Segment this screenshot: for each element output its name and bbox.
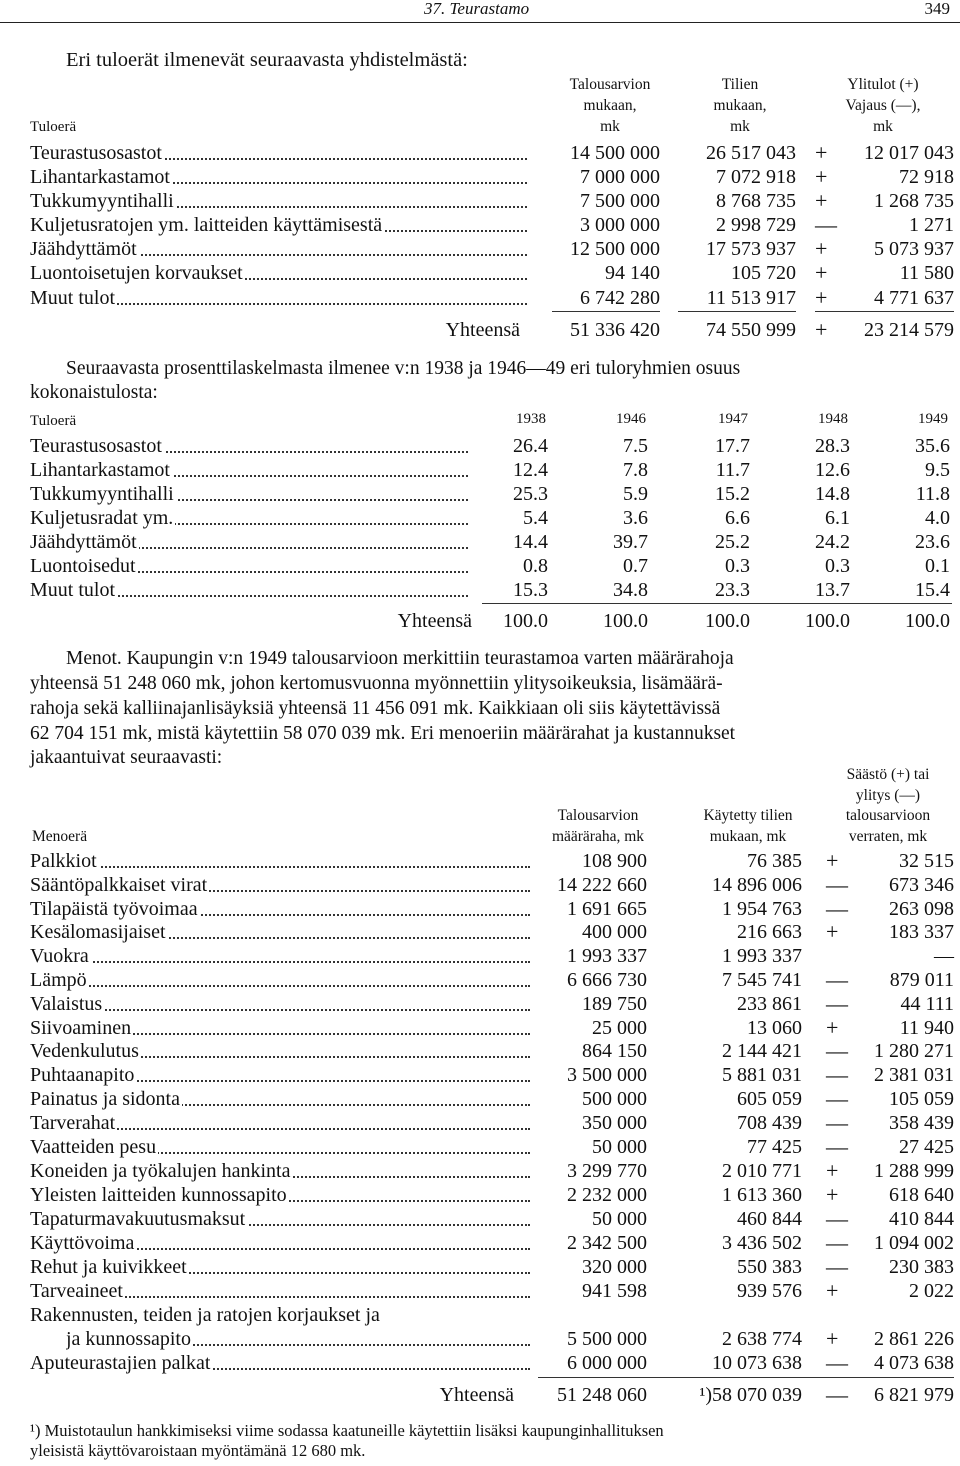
income-row-diff: 1 271 — [909, 214, 954, 236]
expenses-row-diff: 1 094 002 — [874, 1232, 954, 1254]
income-row-label — [30, 286, 527, 310]
income-row-label-text: Luontoisetujen korvaukset — [30, 262, 243, 284]
percent-row-value: 17.7 — [715, 435, 750, 457]
income-row-sign: + — [815, 140, 828, 165]
expenses-row-sign: — — [826, 1206, 848, 1231]
expenses-row-label-text: Rehut ja kuivikkeet — [30, 1256, 187, 1278]
income-row-sign: + — [815, 260, 828, 285]
percent-row-value: 25.2 — [715, 531, 750, 553]
percent-row-value: 0.1 — [925, 555, 950, 577]
income-row-actual: 8 768 735 — [716, 190, 796, 212]
expenses-row-used: 5 881 031 — [722, 1064, 802, 1086]
expenses-row-used: 13 060 — [747, 1017, 802, 1039]
expenses-row-label-text: Sääntöpalkkaiset virat — [30, 874, 208, 896]
percent-row-value: 6.6 — [725, 507, 750, 529]
expenses-row-label-text: Vaatteiden pesu — [30, 1136, 157, 1158]
income-row-actual: 11 513 917 — [706, 287, 796, 309]
income-row-budget: 7 000 000 — [580, 166, 660, 188]
expenses-last-used: 10 073 638 — [712, 1352, 802, 1374]
percent-row-label — [30, 530, 468, 554]
income-total-rule-3 — [815, 311, 954, 312]
income-row-label-text: Muut tulot — [30, 287, 116, 309]
income-row-diff: 1 268 735 — [874, 190, 954, 212]
expenses-row-label-text: Tarverahat — [30, 1112, 116, 1134]
expenses-row-used: 939 576 — [737, 1280, 802, 1302]
expenses-row-sign: — — [826, 1086, 848, 1111]
percent-row-value: 24.2 — [815, 531, 850, 553]
income-row-budget: 14 500 000 — [570, 142, 660, 164]
page-number: 349 — [924, 0, 950, 18]
percent-row-label — [30, 554, 468, 578]
percent-row-value: 13.7 — [815, 579, 850, 601]
expenses-total-label: Yhteensä — [439, 1384, 514, 1406]
percent-year-header: 1938 — [516, 411, 546, 427]
expenses-row-used: 605 059 — [737, 1088, 802, 1110]
expenses-row-label — [30, 1016, 530, 1040]
percent-row-value: 11.7 — [715, 459, 750, 481]
expenses-col1-header: määräraha, mk — [551, 828, 645, 845]
expenses-row-sign: — — [826, 1110, 848, 1135]
percent-row-value: 4.0 — [925, 507, 950, 529]
income-col-label: Tuloerä — [30, 119, 77, 135]
percent-row-value: 7.5 — [623, 435, 648, 457]
expenses-row-label — [30, 920, 530, 944]
expenses-row-budget: 500 000 — [582, 1088, 647, 1110]
percent-row-value: 39.7 — [613, 531, 648, 553]
percent-total-value: 100.0 — [805, 610, 850, 632]
expenses-row-budget: 350 000 — [582, 1112, 647, 1134]
expenses-row-budget: 3 299 770 — [567, 1160, 647, 1182]
expenses-row-diff: 32 515 — [899, 850, 954, 872]
percent-row-value: 34.8 — [613, 579, 648, 601]
expenses-row-budget: 50 000 — [592, 1136, 647, 1158]
percent-row-value: 35.6 — [915, 435, 950, 457]
percent-row-value: 0.8 — [523, 555, 548, 577]
percent-intro-line1: Seuraavasta prosenttilaskelmasta ilmenee v:n 1938 ja 1946—49 eri tuloryhmien osuus — [66, 358, 741, 379]
expenses-row-label — [30, 873, 530, 897]
percent-row-value: 0.3 — [725, 555, 750, 577]
percent-row-label — [30, 434, 468, 458]
percent-row-value: 0.3 — [825, 555, 850, 577]
expenses-row-sign: — — [826, 1062, 848, 1087]
expenses-row-used: 7 545 741 — [722, 969, 802, 991]
income-total-budget: 51 336 420 — [570, 319, 660, 341]
percent-total-value: 100.0 — [503, 610, 548, 632]
income-row-label — [30, 261, 527, 285]
expenses-para-line: 62 704 151 mk, mistä käytettiin 58 070 039 mk. Eri menoeriin määrärahat ja kustannukset — [30, 723, 736, 744]
percent-row-label-text: Luontoisedut — [30, 555, 136, 577]
expenses-row-budget: 6 666 730 — [567, 969, 647, 991]
expenses-row-used: 77 425 — [747, 1136, 802, 1158]
expenses-row-label-text: Koneiden ja työkalujen hankinta — [30, 1160, 291, 1182]
expenses-row-label-text: Tarveaineet — [30, 1280, 123, 1302]
percent-row-value: 9.5 — [925, 459, 950, 481]
expenses-row-label-text: Kesälomasijaiset — [30, 921, 166, 943]
expenses-row-used: 3 436 502 — [722, 1232, 802, 1254]
expenses-last-diff: 4 073 638 — [874, 1352, 954, 1374]
expenses-row-diff: 879 011 — [889, 969, 954, 991]
expenses-row-label-text: Lämpö — [30, 969, 87, 991]
expenses-col3-header: ylitys (—) — [855, 787, 921, 804]
expenses-row-label-text: Vedenkulutus — [30, 1040, 139, 1062]
expenses-row-used: 1 954 763 — [722, 898, 802, 920]
expenses-row-used: 216 663 — [737, 921, 802, 943]
expenses-row-label — [30, 1063, 530, 1087]
income-total-actual: 74 550 999 — [706, 319, 796, 341]
expenses-repair-budget: 5 500 000 — [567, 1328, 647, 1350]
percent-row-value: 25.3 — [513, 483, 548, 505]
expenses-row-label — [30, 1039, 530, 1063]
expenses-row-diff: 1 280 271 — [874, 1040, 954, 1062]
expenses-row-label-text: Yleisten laitteiden kunnossapito — [30, 1184, 287, 1206]
percent-row-value: 3.6 — [623, 507, 648, 529]
expenses-row-label — [30, 1207, 530, 1231]
expenses-last-label — [30, 1351, 530, 1375]
income-col1-header: mk — [600, 118, 620, 135]
expenses-row-sign: — — [826, 1230, 848, 1255]
expenses-row-used: 233 861 — [737, 993, 802, 1015]
income-row-label-text: Kuljetusratojen ym. laitteiden käyttämisestä — [30, 214, 383, 236]
income-row-sign: + — [815, 188, 828, 213]
expenses-last-sign: — — [826, 1350, 848, 1375]
expenses-row-label-text: Palkkiot — [30, 850, 97, 872]
percent-row-label-text: Muut tulot — [30, 579, 116, 601]
percent-row-value: 15.4 — [915, 579, 950, 601]
expenses-row-sign: — — [826, 896, 848, 921]
income-row-budget: 94 140 — [605, 262, 660, 284]
expenses-row-sign: — — [826, 1134, 848, 1159]
percent-row-value: 12.6 — [815, 459, 850, 481]
expenses-row-label-text: Tapaturmavakuutusmaksut — [30, 1208, 246, 1230]
expenses-row-diff: 410 844 — [889, 1208, 954, 1230]
expenses-para-line: jakaantuivat seuraavasti: — [30, 747, 223, 768]
footnote-line1: ¹) Muistotaulun hankkimiseksi viime sodassa kaatuneille käytettiin lisäksi kaupunginhallituksen — [30, 1421, 664, 1440]
expenses-row-budget: 50 000 — [592, 1208, 647, 1230]
percent-row-value: 15.2 — [715, 483, 750, 505]
expenses-row-budget: 14 222 660 — [557, 874, 647, 896]
percent-row-value: 28.3 — [815, 435, 850, 457]
percent-intro-line2: kokonaistulosta: — [30, 382, 158, 403]
income-col1-header: mukaan, — [583, 97, 637, 114]
percent-row-label-text: Lihantarkastamot — [30, 459, 170, 481]
expenses-col3-header: Säästö (+) tai — [846, 766, 930, 783]
income-row-label — [30, 237, 527, 261]
expenses-row-used: 460 844 — [737, 1208, 802, 1230]
percent-row-label — [30, 578, 468, 602]
expenses-total-used: ¹)58 070 039 — [699, 1384, 802, 1406]
income-row-diff: 11 580 — [899, 262, 954, 284]
expenses-para-line: yhteensä 51 248 060 mk, johon kertomusvuonna myönnettiin ylitysoikeuksia, lisämäärä- — [30, 673, 723, 694]
income-total-sign: + — [815, 317, 828, 342]
expenses-col2-header: Käytetty tilien — [703, 807, 793, 824]
expenses-col3-header: verraten, mk — [848, 828, 928, 845]
percent-total-rule — [482, 603, 952, 604]
expenses-row-label — [30, 1183, 530, 1207]
percent-year-header: 1947 — [718, 411, 748, 427]
income-row-actual: 105 720 — [731, 262, 796, 284]
expenses-repair-diff: 2 861 226 — [874, 1328, 954, 1350]
percent-row-label-text: Jäähdyttämöt — [30, 531, 137, 553]
percent-row-label-text: Teurastusosastot — [30, 435, 162, 457]
expenses-total-budget: 51 248 060 — [557, 1384, 647, 1406]
percent-row-value: 11.8 — [915, 483, 950, 505]
expenses-row-diff: 2 381 031 — [874, 1064, 954, 1086]
expenses-total-rule — [538, 1377, 954, 1378]
expenses-row-diff: 11 940 — [899, 1017, 954, 1039]
expenses-row-budget: 2 342 500 — [567, 1232, 647, 1254]
expenses-row-used: 2 010 771 — [722, 1160, 802, 1182]
income-row-diff: 4 771 637 — [874, 287, 954, 309]
expenses-row-label-text: Puhtaanapito — [30, 1064, 135, 1086]
expenses-last-label-text: Aputeurastajien palkat — [30, 1352, 211, 1374]
income-col3-header: Ylitulot (+) — [847, 76, 919, 93]
expenses-row-budget: 320 000 — [582, 1256, 647, 1278]
expenses-row-label — [30, 944, 530, 968]
page-header — [0, 0, 960, 23]
income-row-label-text: Tukkumyyntihalli — [30, 190, 174, 212]
income-col3-header: mk — [873, 118, 893, 135]
expenses-row-budget: 941 598 — [582, 1280, 647, 1302]
expenses-row-budget: 108 900 — [582, 850, 647, 872]
percent-col-label: Tuloerä — [30, 413, 77, 429]
income-row-label — [30, 189, 527, 213]
income-row-actual: 7 072 918 — [716, 166, 796, 188]
percent-total-label: Yhteensä — [397, 610, 472, 632]
expenses-row-budget: 1 993 337 — [567, 945, 647, 967]
income-row-diff: 72 918 — [899, 166, 954, 188]
percent-row-value: 23.6 — [915, 531, 950, 553]
expenses-row-used: 2 144 421 — [722, 1040, 802, 1062]
expenses-row-budget: 2 232 000 — [567, 1184, 647, 1206]
expenses-row-budget: 400 000 — [582, 921, 647, 943]
expenses-row-used: 1 993 337 — [722, 945, 802, 967]
income-row-label-text: Lihantarkastamot — [30, 166, 170, 188]
expenses-row-diff: 673 346 — [889, 874, 954, 896]
expenses-row-sign: — — [826, 1038, 848, 1063]
percent-row-label — [30, 458, 468, 482]
income-col1-header: Talousarvion — [569, 76, 651, 93]
expenses-row-diff: 105 059 — [889, 1088, 954, 1110]
percent-year-header: 1946 — [616, 411, 646, 427]
expenses-row-budget: 864 150 — [582, 1040, 647, 1062]
expenses-row-label-text: Valaistus — [30, 993, 103, 1015]
expenses-last-budget: 6 000 000 — [567, 1352, 647, 1374]
percent-row-label-text: Kuljetusradat ym. — [30, 507, 174, 529]
percent-row-value: 7.8 — [623, 459, 648, 481]
expenses-total-diff: 6 821 979 — [874, 1384, 954, 1406]
income-col2-header: mk — [730, 118, 750, 135]
expenses-row-label — [30, 968, 530, 992]
expenses-row-diff: 183 337 — [889, 921, 954, 943]
expenses-row-sign: + — [826, 1278, 839, 1303]
expenses-row-label-text: Painatus ja sidonta — [30, 1088, 180, 1110]
income-total-rule-2 — [678, 311, 796, 312]
expenses-row-sign: + — [826, 848, 839, 873]
percent-row-value: 23.3 — [715, 579, 750, 601]
expenses-row-label — [30, 849, 530, 873]
income-row-label-text: Teurastusosastot — [30, 142, 162, 164]
expenses-row-label — [30, 1159, 530, 1183]
expenses-row-label — [30, 1135, 530, 1159]
percent-year-header: 1949 — [918, 411, 948, 427]
expenses-row-label — [30, 1231, 530, 1255]
expenses-row-sign: + — [826, 1182, 839, 1207]
income-col2-header: Tilien — [721, 76, 759, 93]
expenses-row-budget: 25 000 — [592, 1017, 647, 1039]
percent-total-value: 100.0 — [905, 610, 950, 632]
expenses-repair-sign: + — [826, 1326, 839, 1351]
expenses-col1-header: Talousarvion — [557, 807, 639, 824]
expenses-row-sign: + — [826, 1158, 839, 1183]
expenses-col2-header: mukaan, mk — [709, 828, 787, 845]
income-col2-header: mukaan, — [713, 97, 767, 114]
income-row-budget: 7 500 000 — [580, 190, 660, 212]
expenses-row-sign: — — [826, 872, 848, 897]
income-row-diff: 5 073 937 — [874, 238, 954, 260]
percent-row-label — [30, 482, 468, 506]
expenses-repair-label — [66, 1327, 530, 1351]
income-row-budget: 3 000 000 — [580, 214, 660, 236]
expenses-repair-line1: Rakennusten, teiden ja ratojen korjaukset ja — [30, 1304, 380, 1326]
expenses-row-sign: — — [826, 967, 848, 992]
expenses-row-diff: 263 098 — [889, 898, 954, 920]
income-row-label — [30, 165, 527, 189]
expenses-row-sign: — — [826, 1254, 848, 1279]
expenses-col3-header: talousarvioon — [845, 807, 931, 824]
income-col3-header: Vajaus (—), — [845, 97, 921, 114]
income-row-actual: 17 573 937 — [706, 238, 796, 260]
income-row-budget: 12 500 000 — [570, 238, 660, 260]
income-intro: Eri tuloerät ilmenevät seuraavasta yhdistelmästä: — [66, 49, 468, 71]
expenses-row-label-text: Käyttövoima — [30, 1232, 135, 1254]
expenses-row-used: 550 383 — [737, 1256, 802, 1278]
expenses-row-budget: 1 691 665 — [567, 898, 647, 920]
percent-total-value: 100.0 — [705, 610, 750, 632]
percent-row-value: 15.3 — [513, 579, 548, 601]
income-row-actual: 26 517 043 — [706, 142, 796, 164]
expenses-row-used: 708 439 — [737, 1112, 802, 1134]
expenses-row-sign: + — [826, 1015, 839, 1040]
expenses-row-label — [30, 1111, 530, 1135]
expenses-row-diff: 358 439 — [889, 1112, 954, 1134]
income-total-rule-1 — [552, 311, 660, 312]
expenses-row-budget: 3 500 000 — [567, 1064, 647, 1086]
percent-row-value: 12.4 — [513, 459, 548, 481]
income-row-actual: 2 998 729 — [716, 214, 796, 236]
percent-total-value: 100.0 — [603, 610, 648, 632]
expenses-row-label — [30, 1255, 530, 1279]
income-row-sign: — — [815, 212, 837, 237]
expenses-row-diff: — — [934, 945, 954, 967]
income-row-label — [30, 141, 527, 165]
percent-row-value: 26.4 — [513, 435, 548, 457]
income-row-sign: + — [815, 285, 828, 310]
percent-row-value: 5.4 — [523, 507, 548, 529]
income-row-label-text: Jäähdyttämöt — [30, 238, 137, 260]
expenses-row-sign: + — [826, 919, 839, 944]
expenses-total-sign: — — [826, 1382, 848, 1407]
expenses-row-diff: 27 425 — [899, 1136, 954, 1158]
expenses-row-used: 14 896 006 — [712, 874, 802, 896]
income-total-label: Yhteensä — [445, 319, 520, 341]
percent-year-header: 1948 — [818, 411, 848, 427]
expenses-para-line: rahoja sekä kalliinajanlisäyksiä yhteensä 11 456 091 mk. Kaikkiaan oli siis käytettävissä — [30, 698, 721, 719]
income-row-sign: + — [815, 236, 828, 261]
expenses-row-label-text: Vuokra — [30, 945, 89, 967]
percent-row-label — [30, 506, 468, 530]
income-row-sign: + — [815, 164, 828, 189]
expenses-repair-label-text: ja kunnossapito — [66, 1328, 191, 1350]
expenses-row-used: 76 385 — [747, 850, 802, 872]
footnote-line2: yleisistä käyttövaroistaan myöntämänä 12 680 mk. — [30, 1441, 366, 1460]
expenses-row-sign: — — [826, 991, 848, 1016]
expenses-row-budget: 189 750 — [582, 993, 647, 1015]
expenses-row-label — [30, 992, 530, 1016]
income-total-diff: 23 214 579 — [864, 319, 954, 341]
expenses-col-label: Menoerä — [32, 828, 88, 845]
chapter-title: 37. Teurastamo — [424, 0, 530, 18]
percent-row-value: 14.4 — [513, 531, 548, 553]
expenses-row-label — [30, 897, 530, 921]
income-row-budget: 6 742 280 — [580, 287, 660, 309]
income-row-label — [30, 213, 527, 237]
expenses-row-label-text: Siivoaminen — [30, 1017, 132, 1039]
expenses-row-diff: 1 288 999 — [874, 1160, 954, 1182]
percent-row-value: 5.9 — [623, 483, 648, 505]
income-row-diff: 12 017 043 — [864, 142, 954, 164]
percent-row-value: 0.7 — [623, 555, 648, 577]
expenses-row-label — [30, 1087, 530, 1111]
expenses-row-used: 1 613 360 — [722, 1184, 802, 1206]
expenses-repair-used: 2 638 774 — [722, 1328, 802, 1350]
expenses-para-line: Menot. Kaupungin v:n 1949 talousarvioon merkittiin teurastamoa varten määrärahoja — [66, 648, 734, 669]
expenses-row-label-text: Tilapäistä työvoimaa — [30, 898, 198, 920]
expenses-row-label — [30, 1279, 530, 1303]
percent-row-label-text: Tukkumyyntihalli — [30, 483, 174, 505]
expenses-row-diff: 618 640 — [889, 1184, 954, 1206]
percent-row-value: 6.1 — [825, 507, 850, 529]
expenses-row-diff: 44 111 — [900, 993, 954, 1015]
expenses-row-diff: 2 022 — [909, 1280, 954, 1302]
percent-row-value: 14.8 — [815, 483, 850, 505]
expenses-row-diff: 230 383 — [889, 1256, 954, 1278]
